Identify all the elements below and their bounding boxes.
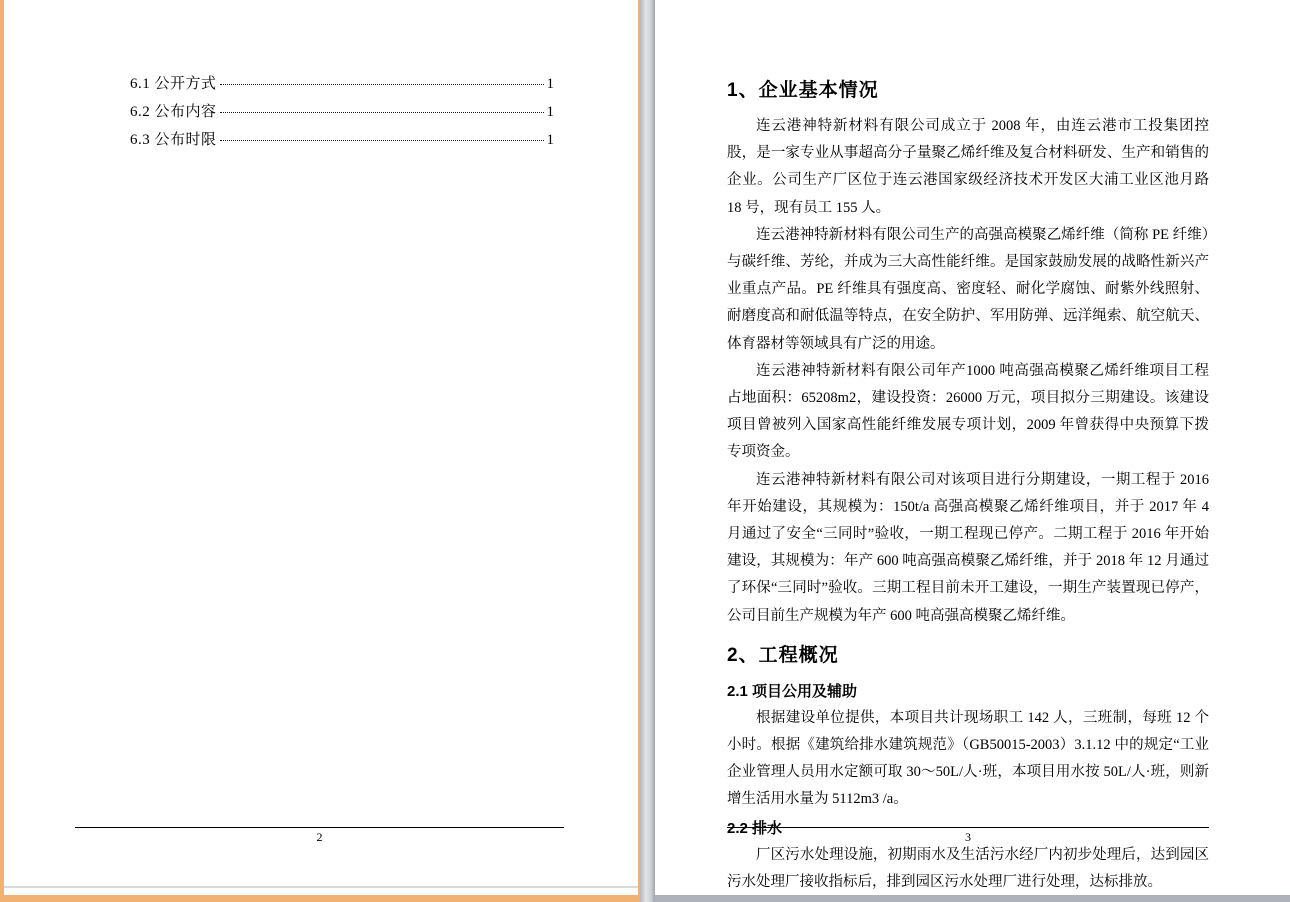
footer-rule [727, 827, 1209, 828]
subsection-heading: 2.2 排水 [727, 819, 783, 837]
toc-item-label: 6.3 公布时限 [130, 132, 217, 148]
page-number: 2 [316, 830, 323, 844]
section-heading: 2、工程概况 [727, 644, 839, 666]
paragraph: 厂区污水处理设施，初期雨水及生活污水经厂内初步处理后，达到园区污水处理厂接收指标后，排到园区污水处理厂进行处理，达标排放。 [727, 846, 1209, 890]
toc-item [130, 128, 554, 156]
page-bottom-shadow-line [4, 886, 638, 888]
subsection-heading: 2.1 项目公用及辅助 [727, 682, 858, 700]
paragraph: 根据建设单位提供，本项目共计现场职工 142 人，三班制，每班 12 个小时。根据《建筑给排水建筑规范》（GB50015-2003）3.1.12 中的规定“工业企业管理人员用水定额可取 30～50L/人·班，本项目用水按 50L/人·班，则新增生活用水量为 5112m3 /a。 [727, 709, 1209, 808]
toc-item [130, 72, 554, 100]
page-content [727, 76, 1209, 896]
page-number: 3 [965, 830, 971, 844]
toc-item [130, 100, 554, 128]
paragraph: 连云港神特新材料有限公司年产1000 吨高强高模聚乙烯纤维项目工程占地面积：65208m2，建设投资：26000 万元，项目拟分三期建设。该建设项目曾被列入国家高性能纤维发展专项计划，2009 年曾获得中央预算下拨专项资金。 [727, 362, 1209, 461]
page-left [0, 0, 640, 902]
paragraph: 连云港神特新材料有限公司生产的高强高模聚乙烯纤维（简称 PE 纤维）与碳纤维、芳纶，并成为三大高性能纤维。是国家鼓励发展的战略性新兴产业重点产品。PE 纤维具有强度高、密度轻、耐化学腐蚀、耐紫外线照射、耐磨度高和耐低温等特点，在安全防护、军用防弹、远洋绳索、航空航天、体育器材等领域具有广泛的用途。 [727, 226, 1209, 352]
toc-list [130, 72, 554, 156]
toc-item-label: 6.1 公开方式 [130, 76, 217, 92]
page-gap-shadow [640, 0, 655, 902]
paragraph: 连云港神特新材料有限公司对该项目进行分期建设，一期工程于 2016 年开始建设，其规模为：150t/a 高强高模聚乙烯纤维项目，并于 2017 年 4 月通过了安全“三同时”验收，一期工程现已停产。二期工程于 2016 年开始建设，其规模为：年产 600 吨高强高模聚乙烯纤维，并于 2018 年 12 月通过了环保“三同时”验收。三期工程目前未开工建设，一期生产装置现已停产，公司目前生产规模为年产 600 吨高强高模聚乙烯纤维。 [727, 471, 1209, 624]
footer-rule [75, 827, 564, 828]
toc-item-page-number: 1 [546, 104, 554, 120]
toc-item-label: 6.2 公布内容 [130, 104, 217, 120]
toc-dot-leader [220, 112, 544, 113]
toc-dot-leader [220, 140, 544, 141]
paragraph: 连云港神特新材料有限公司成立于 2008 年，由连云港市工投集团控股，是一家专业从事超高分子量聚乙烯纤维及复合材料研发、生产和销售的企业。公司生产厂区位于连云港国家级经济技术开发区大浦工业区池月路 18 号，现有员工 155 人。 [727, 118, 1209, 216]
toc-dot-leader [220, 84, 544, 85]
section-heading: 1、企业基本情况 [727, 80, 879, 101]
toc-item-page-number: 1 [546, 132, 554, 148]
page-right [655, 0, 1290, 902]
toc-item-page-number: 1 [546, 76, 554, 92]
